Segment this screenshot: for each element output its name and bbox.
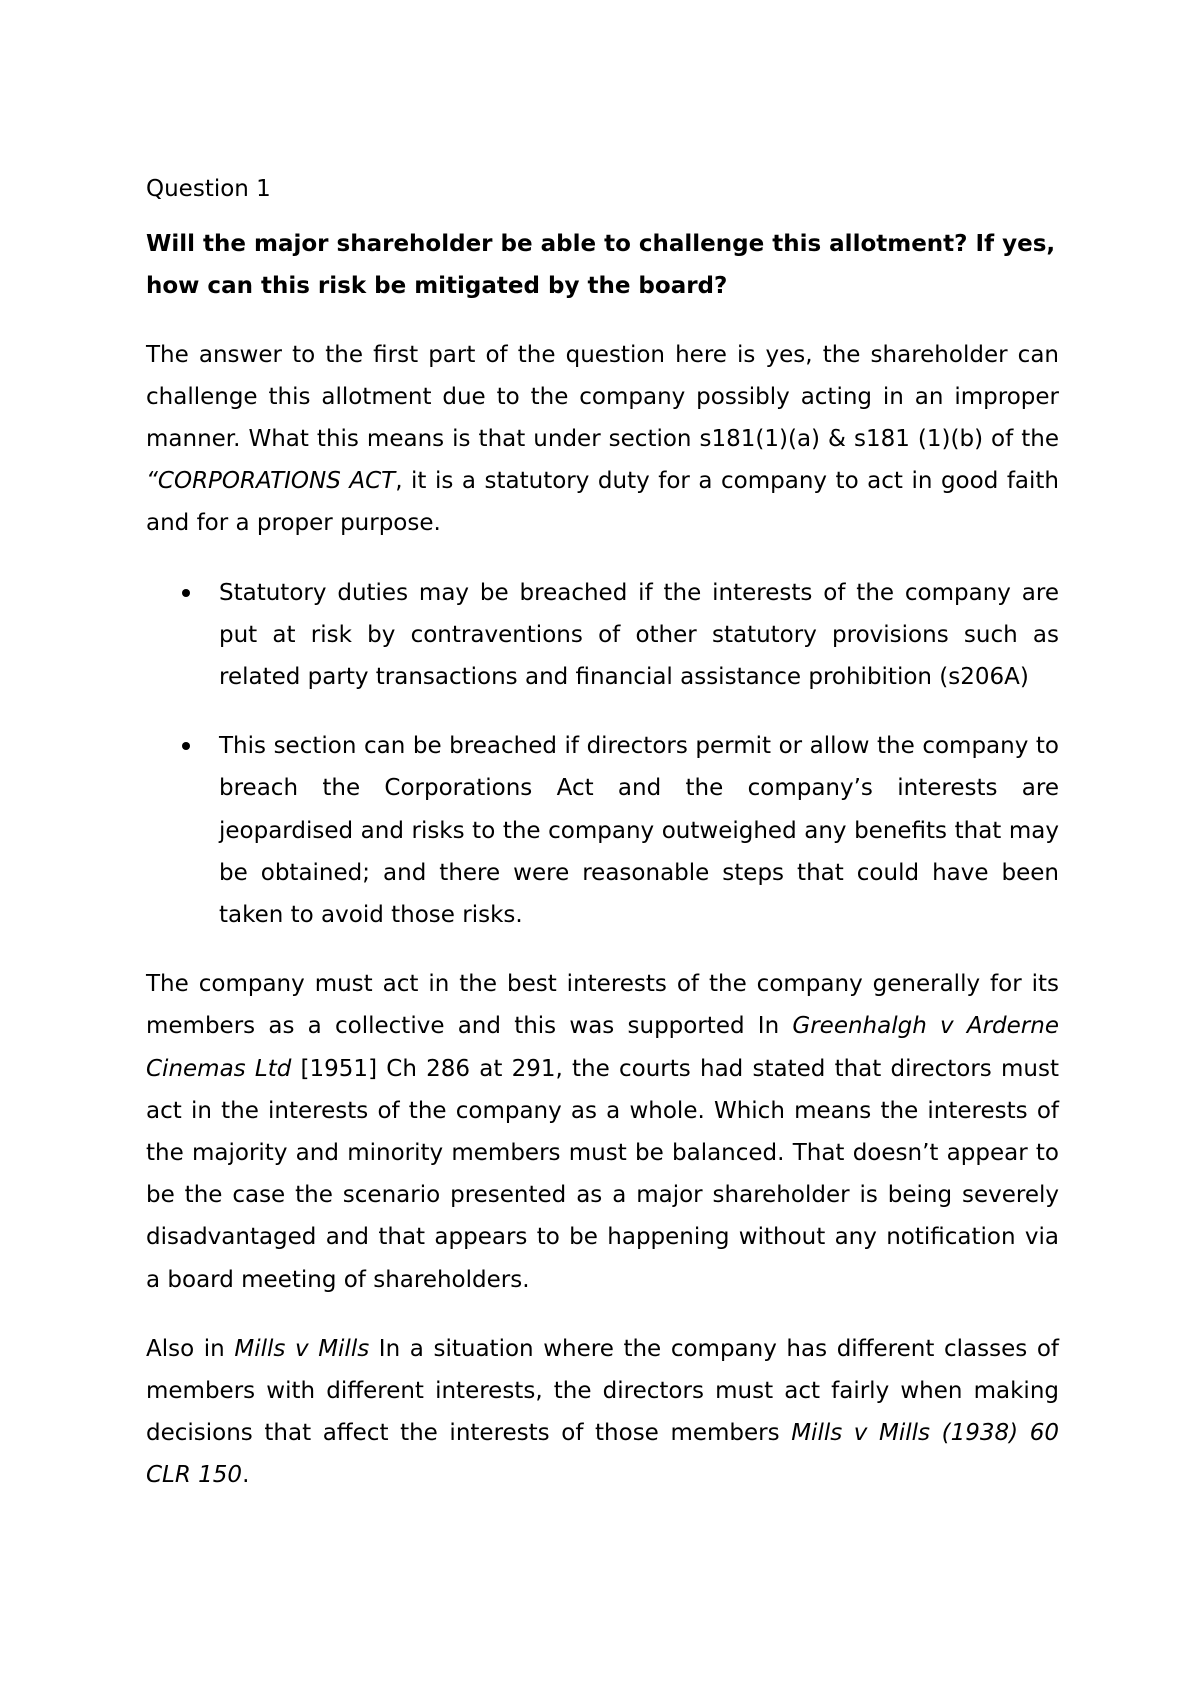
- paragraph-best-interests-text-end: [1951] Ch 286 at 291, the courts had stated that directors must act in the interests of the company as a whole. Which means the interests of the majority and minority members must be balanced. That doesn’t appear to be the case the scenario presented as a major shareholder is being severely disadvantaged and that appears to be happening without any notification via a board meeting of shareholders.: [146, 1055, 1059, 1293]
- question-label: Question 1: [146, 176, 271, 202]
- case-citation-mills: Mills v Mills (1938) 60 CLR 150: [146, 1420, 1059, 1489]
- question-heading: Will the major shareholder be able to challenge this allotment? If yes, how can this risk be mitigated by the board?: [146, 231, 1056, 300]
- paragraph-answer-text-end: , it is a statutory duty for a company to act in good faith and for a proper purpose.: [146, 468, 1060, 537]
- list-item-text: This section can be breached if directors permit or allow the company to breach the Corporations Act and the company’s interests are jeopardised and risks to the company outweighed any benefits that may be obtained; and there were reasonable steps that could have been taken to avoid those risks.: [219, 733, 1059, 929]
- case-name-greenhalgh: Greenhalgh v Arderne Cinemas Ltd: [146, 1013, 1059, 1082]
- paragraph-mills-text-end: .: [242, 1462, 250, 1489]
- act-name: “CORPORATIONS ACT: [146, 468, 396, 495]
- list-item: [146, 725, 1059, 936]
- paragraph-mills: [146, 1328, 1059, 1497]
- document-page: [146, 168, 1059, 1524]
- paragraph-answer-text: The answer to the first part of the question here is yes, the shareholder can challenge this allotment due to the company possibly acting in an improper manner. What this means is that under section s181(1)(a) & s181 (1)(b) of the: [146, 341, 1059, 453]
- list-item: [146, 572, 1059, 699]
- bullet-list: [146, 572, 1059, 937]
- bullet-icon: [182, 742, 190, 750]
- paragraph-best-interests: [146, 963, 1059, 1301]
- list-item-text: Statutory duties may be breached if the interests of the company are put at risk by contraventions of other statutory provisions such as related party transactions and financial assistance prohibition (s206A): [219, 579, 1059, 691]
- paragraph-mills-text: Also in: [146, 1335, 235, 1362]
- paragraph-answer: [146, 334, 1059, 545]
- bullet-icon: [182, 589, 190, 597]
- paragraph-mills-text-mid: In a situation where the company has different classes of members with different interests, the directors must act fairly when making decisions that affect the interests of those members: [146, 1335, 1059, 1447]
- case-name-mills: Mills v Mills: [234, 1335, 370, 1362]
- paragraph-best-interests-text: The company must act in the best interests of the company generally for its members as a collective and this was supported In: [146, 971, 1059, 1040]
